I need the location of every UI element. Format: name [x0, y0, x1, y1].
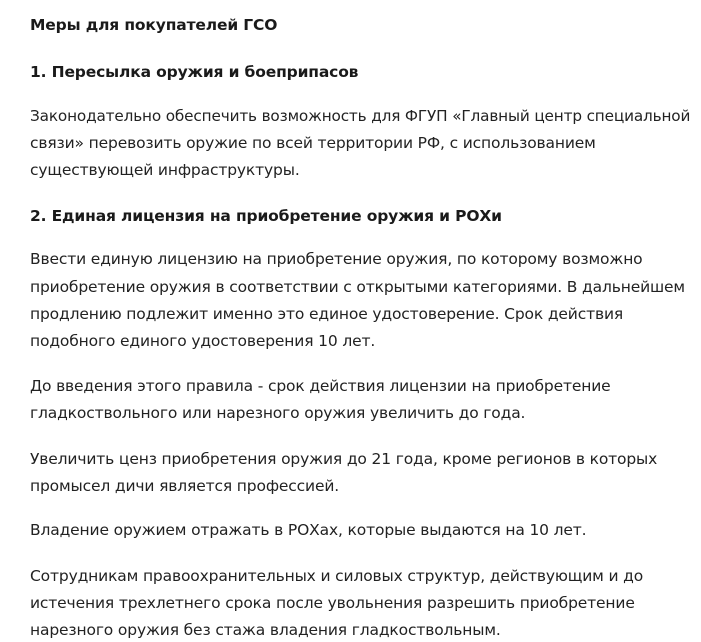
paragraph-line: нарезного оружия без стажа владения гладкоствольным.: [30, 621, 501, 639]
paragraph-line: подобного единого удостоверения 10 лет.: [30, 332, 376, 350]
section-heading-1: 1. Пересылка оружия и боеприпасов: [30, 63, 359, 81]
paragraph-line: Владение оружием отражать в РОХах, которые выдаются на 10 лет.: [30, 521, 587, 539]
paragraph-line: гладкоствольного или нарезного оружия увеличить до года.: [30, 404, 526, 422]
document-title: Меры для покупателей ГСО: [30, 16, 278, 34]
paragraph-line: приобретение оружия в соответствии с открытыми категориями. В дальнейшем: [30, 278, 685, 296]
paragraph-line: истечения трехлетнего срока после увольнения разрешить приобретение: [30, 594, 635, 612]
paragraph-line: связи» перевозить оружие по всей территории РФ, с использованием: [30, 134, 596, 152]
paragraph-line: существующей инфраструктуры.: [30, 161, 300, 179]
section-heading-2: 2. Единая лицензия на приобретение оружия и РОХи: [30, 207, 502, 225]
paragraph-line: продлению подлежит именно это единое удостоверение. Срок действия: [30, 305, 624, 323]
paragraph-line: промысел дичи является профессией.: [30, 477, 340, 495]
paragraph-line: Законодательно обеспечить возможность для ФГУП «Главный центр специальной: [30, 107, 691, 125]
paragraph-line: Сотрудникам правоохранительных и силовых структур, действующим и до: [30, 567, 644, 585]
paragraph-line: До введения этого правила - срок действия лицензии на приобретение: [30, 377, 611, 395]
paragraph-line: Ввести единую лицензию на приобретение оружия, по которому возможно: [30, 250, 643, 268]
paragraph-line: Увеличить ценз приобретения оружия до 21 года, кроме регионов в которых: [30, 450, 658, 468]
